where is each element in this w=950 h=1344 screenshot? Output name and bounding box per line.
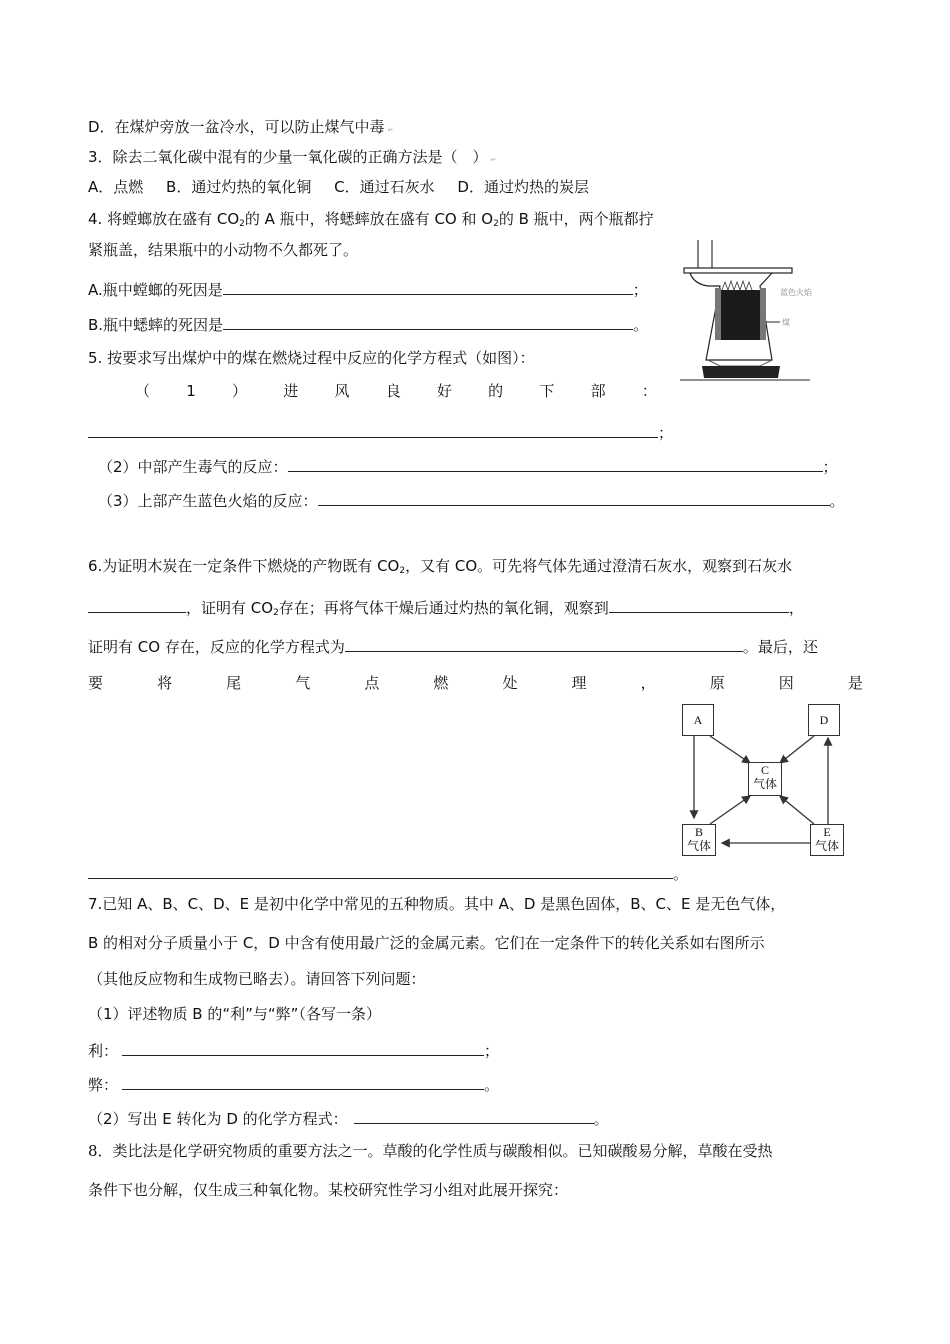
q8-line1: 8．类比法是化学研究物质的重要方法之一。草酸的化学性质与碳酸相似。已知碳酸易分解，草酸在受热: [88, 1142, 773, 1160]
q5-sub1-answer-blank[interactable]: [88, 421, 658, 438]
q5-sub1-row: ；: [88, 421, 673, 443]
q3-stem: 3．除去二氧化碳中混有的少量一氧化碳的正确方法是（ ） ↵: [88, 148, 497, 166]
q5-sub1-label: （ 1 ） 进 风 良 好 的 下 部 ：: [135, 382, 657, 400]
q5-sub3-row: （3）上部产生蓝色火焰的反应： 。: [98, 489, 845, 511]
node-d: D: [808, 704, 840, 736]
q6-line5: 。: [88, 862, 688, 884]
node-a: A: [682, 704, 714, 736]
node-b: B 气体: [682, 824, 716, 856]
q7-sub2-row: （2）写出 E 转化为 D 的化学方程式： 。: [88, 1107, 609, 1129]
q4-b-answer-blank[interactable]: [223, 313, 633, 330]
q3-option-d: D．通过灼热的炭层: [457, 178, 589, 196]
q7-line3: （其他反应物和生成物已略去）。请回答下列问题：: [88, 970, 426, 988]
q6-reason-blank[interactable]: [88, 862, 673, 879]
q7-advantage-blank[interactable]: [122, 1039, 484, 1056]
q4-stem-line1: 4. 将螳螂放在盛有 $CO_2$的 A 瓶中，将蟋蟀放在盛有 CO 和 $O_2$的 B 瓶中，两个瓶都拧: [88, 210, 654, 229]
q6-equation-blank[interactable]: [345, 635, 743, 652]
q7-equation-blank[interactable]: [354, 1107, 594, 1124]
q7-disadvantage-blank[interactable]: [122, 1073, 484, 1090]
paragraph-mark: ↵: [387, 126, 394, 134]
q5-sub3-answer-blank[interactable]: [318, 489, 830, 506]
q6-line1: 6.为证明木炭在一定条件下燃烧的产物既有 $CO_2$，又有 CO。可先将气体先通过澄清石灰水，观察到石灰水: [88, 557, 793, 576]
node-e: E 气体: [810, 824, 844, 856]
paragraph-mark: ↵: [490, 156, 497, 164]
q4-stem-line2: 紧瓶盖，结果瓶中的小动物不久都死了。: [88, 241, 359, 259]
q6-copper-oxide-blank[interactable]: [609, 596, 789, 613]
q7-line1: 7.已知 A、B、C、D、E 是初中化学中常见的五种物质。其中 A、D 是黑色固体，B、C、E 是无色气体，: [88, 895, 786, 913]
q3-option-c: C．通过石灰水: [334, 178, 435, 196]
coal-stove-figure: [680, 240, 870, 385]
q6-line4: 要 将 尾 气 点 燃 处 理 ， 原 因 是: [88, 674, 863, 692]
node-c: C 气体: [748, 762, 782, 796]
q7-bi-row: 弊： 。: [88, 1073, 499, 1095]
stove-label-coal: 煤: [782, 318, 790, 327]
q3-option-a: A．点燃: [88, 178, 144, 196]
conversion-diagram: [678, 700, 858, 860]
q3-option-b: B．通过灼热的氧化铜: [166, 178, 312, 196]
stove-label-blue-flame: 蓝色火焰: [780, 288, 812, 297]
q4-a-answer-blank[interactable]: [223, 278, 633, 295]
q5-sub2-answer-blank[interactable]: [288, 455, 823, 472]
q7-sub1: （1）评述物质 B 的“利”与“弊”（各写一条）: [88, 1005, 381, 1023]
q2-option-d: D．在煤炉旁放一盆冷水，可以防止煤气中毒 ↵: [88, 118, 394, 136]
q7-line2: B 的相对分子质量小于 C，D 中含有使用最广泛的金属元素。它们在一定条件下的转化关系如右图所示: [88, 934, 765, 952]
q7-li-row: 利： ；: [88, 1039, 499, 1061]
q5-stem: 5. 按要求写出煤炉中的煤在燃烧过程中反应的化学方程式（如图）：: [88, 349, 535, 367]
q4-a-row: A.瓶中螳螂的死因是 ；: [88, 278, 648, 300]
q8-line2: 条件下也分解，仅生成三种氧化物。某校研究性学习小组对此展开探究：: [88, 1181, 569, 1199]
coal-stove-illustration: [680, 240, 870, 385]
q6-limewater-blank[interactable]: [88, 596, 186, 613]
q5-sub2-row: （2）中部产生毒气的反应： ；: [98, 455, 838, 477]
q3-options: [88, 177, 589, 197]
q4-b-row: B.瓶中蟋蟀的死因是 。: [88, 313, 648, 335]
q6-line2: ，证明有 $CO_2$存在；再将气体干燥后通过灼热的氧化铜，观察到 ，: [88, 596, 804, 623]
q6-line3: 证明有 CO 存在，反应的化学方程式为 。最后，还: [88, 635, 818, 657]
